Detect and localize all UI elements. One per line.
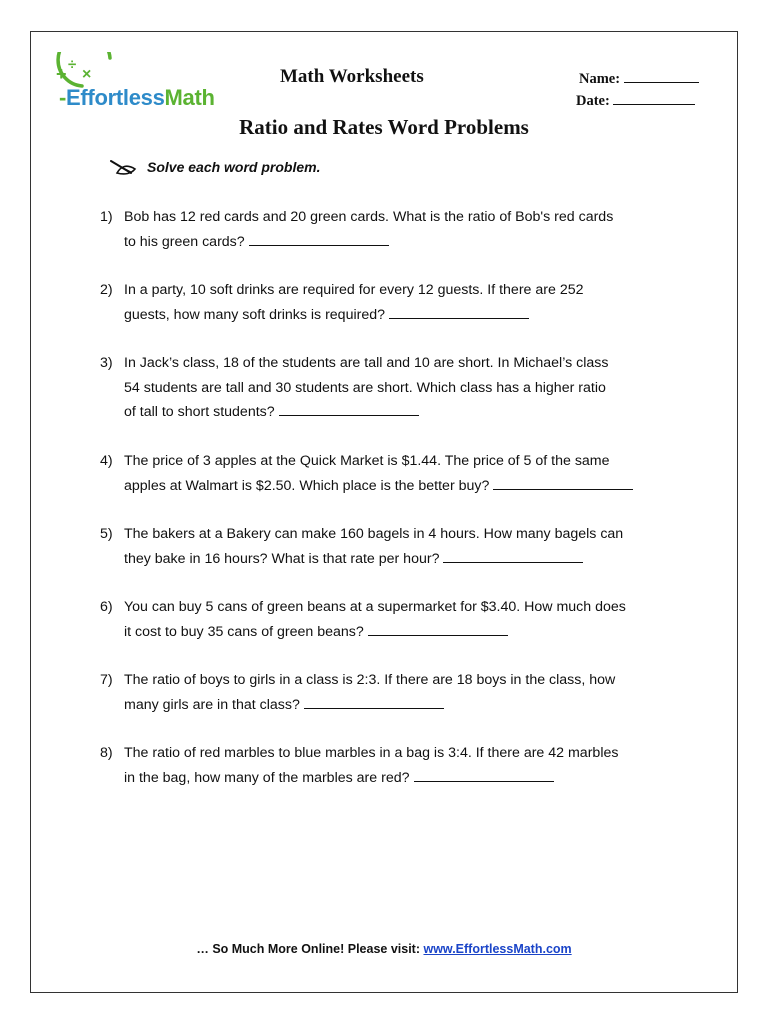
problem-line: You can buy 5 cans of green beans at a supermarket for $3.40. How much does bbox=[124, 599, 626, 615]
website-link[interactable]: www.EffortlessMath.com bbox=[423, 942, 572, 956]
problem-line: many girls are in that class? bbox=[124, 696, 300, 713]
date-line bbox=[613, 92, 695, 105]
answer-blank[interactable] bbox=[493, 475, 633, 490]
name-field bbox=[579, 70, 699, 88]
answer-blank[interactable] bbox=[414, 767, 554, 782]
problem-number: 1) bbox=[100, 209, 113, 225]
problem-number: 2) bbox=[100, 282, 113, 298]
problem-line: of tall to short students? bbox=[124, 404, 275, 420]
problem-7 bbox=[100, 668, 690, 717]
problem-line: it cost to buy 35 cans of green beans? bbox=[124, 623, 364, 640]
worksheet-header-title: Math Worksheets bbox=[280, 66, 424, 87]
answer-blank[interactable] bbox=[304, 694, 444, 709]
problem-line: in the bag, how many of the marbles are red? bbox=[124, 769, 410, 786]
problem-line: In a party, 10 soft drinks are required for every 12 guests. If there are 252 bbox=[124, 282, 584, 298]
problem-8 bbox=[100, 741, 690, 790]
problem-2 bbox=[100, 278, 690, 327]
instruction bbox=[107, 155, 321, 179]
problem-line: The price of 3 apples at the Quick Market is $1.44. The price of 5 of the same bbox=[124, 453, 610, 469]
svg-text:+: + bbox=[56, 64, 67, 84]
pencil-icon bbox=[107, 157, 139, 177]
problem-number: 5) bbox=[100, 526, 113, 542]
problem-number: 8) bbox=[100, 745, 113, 761]
problem-line: to his green cards? bbox=[124, 233, 245, 250]
problem-line: The bakers at a Bakery can make 160 bagels in 4 hours. How many bagels can bbox=[124, 526, 624, 542]
svg-text:÷: ÷ bbox=[68, 56, 77, 73]
problem-line: apples at Walmart is $2.50. Which place is the better buy? bbox=[124, 477, 490, 494]
problem-number: 3) bbox=[100, 355, 113, 371]
answer-blank[interactable] bbox=[389, 304, 529, 319]
date-field bbox=[576, 92, 695, 110]
answer-blank[interactable] bbox=[368, 621, 508, 636]
answer-blank[interactable] bbox=[249, 231, 389, 246]
problem-5 bbox=[100, 522, 690, 571]
problem-line: guests, how many soft drinks is required? bbox=[124, 306, 386, 323]
answer-blank[interactable] bbox=[279, 401, 419, 416]
problem-6 bbox=[100, 595, 690, 644]
problem-number: 6) bbox=[100, 599, 113, 615]
footer-text: … So Much More Online! Please visit: bbox=[196, 942, 424, 956]
problem-1 bbox=[100, 205, 690, 254]
problem-line: 54 students are tall and 30 students are short. Which class has a higher ratio bbox=[124, 379, 606, 396]
date-label: Date: bbox=[576, 93, 610, 109]
problem-3 bbox=[100, 351, 690, 425]
problem-line: Bob has 12 red cards and 20 green cards. What is the ratio of Bob's red cards bbox=[124, 209, 614, 225]
logo-wordmark: -EffortlessMath bbox=[59, 85, 215, 110]
svg-text:×: × bbox=[82, 66, 92, 83]
name-label: Name: bbox=[579, 71, 621, 87]
problem-number: 7) bbox=[100, 672, 113, 688]
page-title: Ratio and Rates Word Problems bbox=[239, 115, 529, 139]
problem-number: 4) bbox=[100, 453, 113, 469]
answer-blank[interactable] bbox=[443, 548, 583, 563]
problem-line: In Jack’s class, 18 of the students are tall and 10 are short. In Michael’s class bbox=[124, 355, 609, 371]
name-line bbox=[624, 70, 699, 83]
problem-line: The ratio of boys to girls in a class is 2:3. If there are 18 boys in the class, how bbox=[124, 672, 616, 688]
problem-4 bbox=[100, 449, 690, 498]
problem-line: The ratio of red marbles to blue marbles in a bag is 3:4. If there are 42 marbles bbox=[124, 745, 619, 761]
instruction-text: Solve each word problem. bbox=[147, 159, 321, 175]
problem-line: they bake in 16 hours? What is that rate per hour? bbox=[124, 550, 440, 567]
footer bbox=[0, 942, 768, 956]
